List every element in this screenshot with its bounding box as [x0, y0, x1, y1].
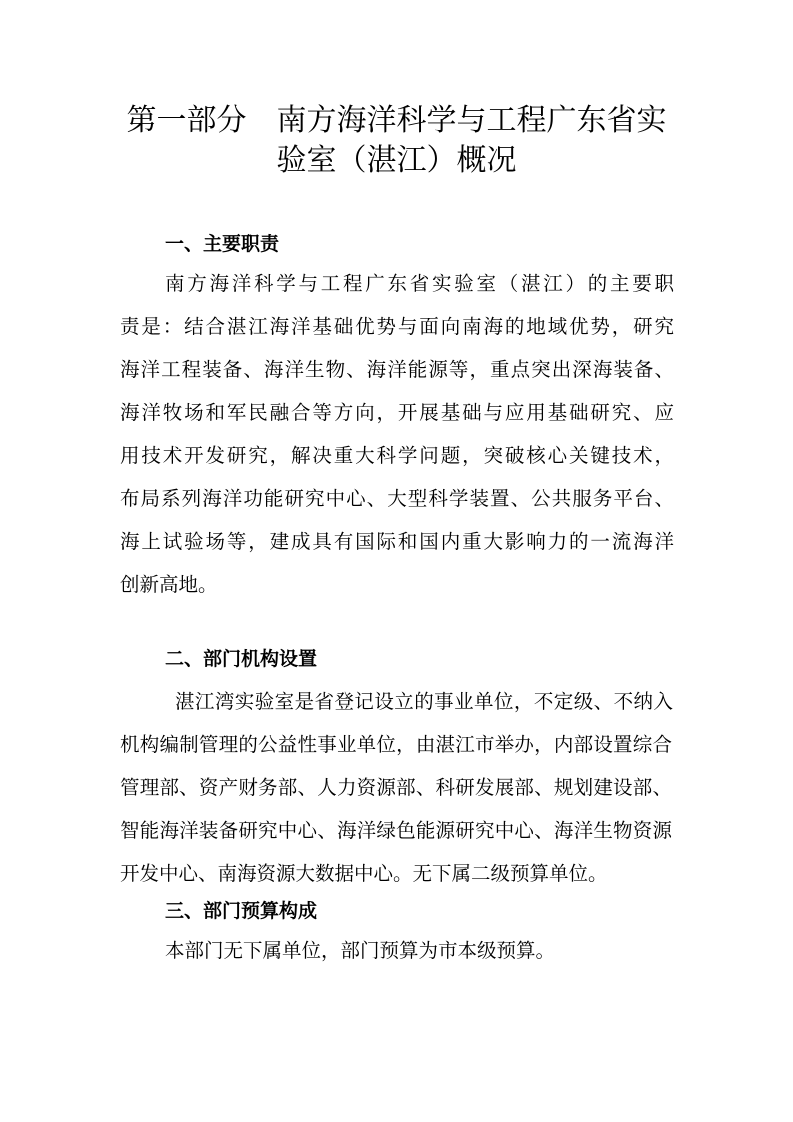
paragraph-line: 管理部、资产财务部、人力资源部、科研发展部、规划建设部、 — [120, 776, 672, 799]
paragraph-line: 智能海洋装备研究中心、海洋绿色能源研究中心、海洋生物资源 — [120, 819, 672, 842]
paragraph-line: 用技术开发研究，解决重大科学问题，突破核心关键技术， — [120, 444, 674, 467]
document-title-line-1: 第一部分 南方海洋科学与工程广东省实 — [126, 103, 667, 138]
paragraph-line: 本部门无下属单位，部门预算为市本级预算。 — [165, 939, 556, 962]
paragraph-line: 湛江湾实验室是省登记设立的事业单位，不定级、不纳入 — [175, 690, 673, 713]
paragraph-line: 责是：结合湛江海洋基础优势与面向南海的地域优势，研究 — [120, 315, 674, 338]
paragraph-line: 海洋牧场和军民融合等方向，开展基础与应用基础研究、应 — [120, 401, 674, 424]
document-title-line-2: 验室（湛江）概况 — [276, 143, 517, 178]
paragraph-line: 海上试验场等，建成具有国际和国内重大影响力的一流海洋 — [120, 530, 674, 553]
section-heading-organization: 二、部门机构设置 — [165, 648, 318, 670]
paragraph-line: 开发中心、南海资源大数据中心。无下属二级预算单位。 — [120, 862, 608, 885]
paragraph-line: 机构编制管理的公益性事业单位，由湛江市举办，内部设置综合 — [120, 733, 672, 756]
paragraph-line: 海洋工程装备、海洋生物、海洋能源等，重点突出深海装备、 — [120, 358, 674, 381]
section-heading-budget: 三、部门预算构成 — [165, 900, 318, 922]
paragraph-line: 南方海洋科学与工程广东省实验室（湛江）的主要职 — [165, 272, 674, 295]
paragraph-line: 创新高地。 — [120, 573, 218, 596]
section-heading-duties: 一、主要职责 — [165, 233, 280, 255]
paragraph-line: 布局系列海洋功能研究中心、大型科学装置、公共服务平台、 — [120, 487, 674, 510]
